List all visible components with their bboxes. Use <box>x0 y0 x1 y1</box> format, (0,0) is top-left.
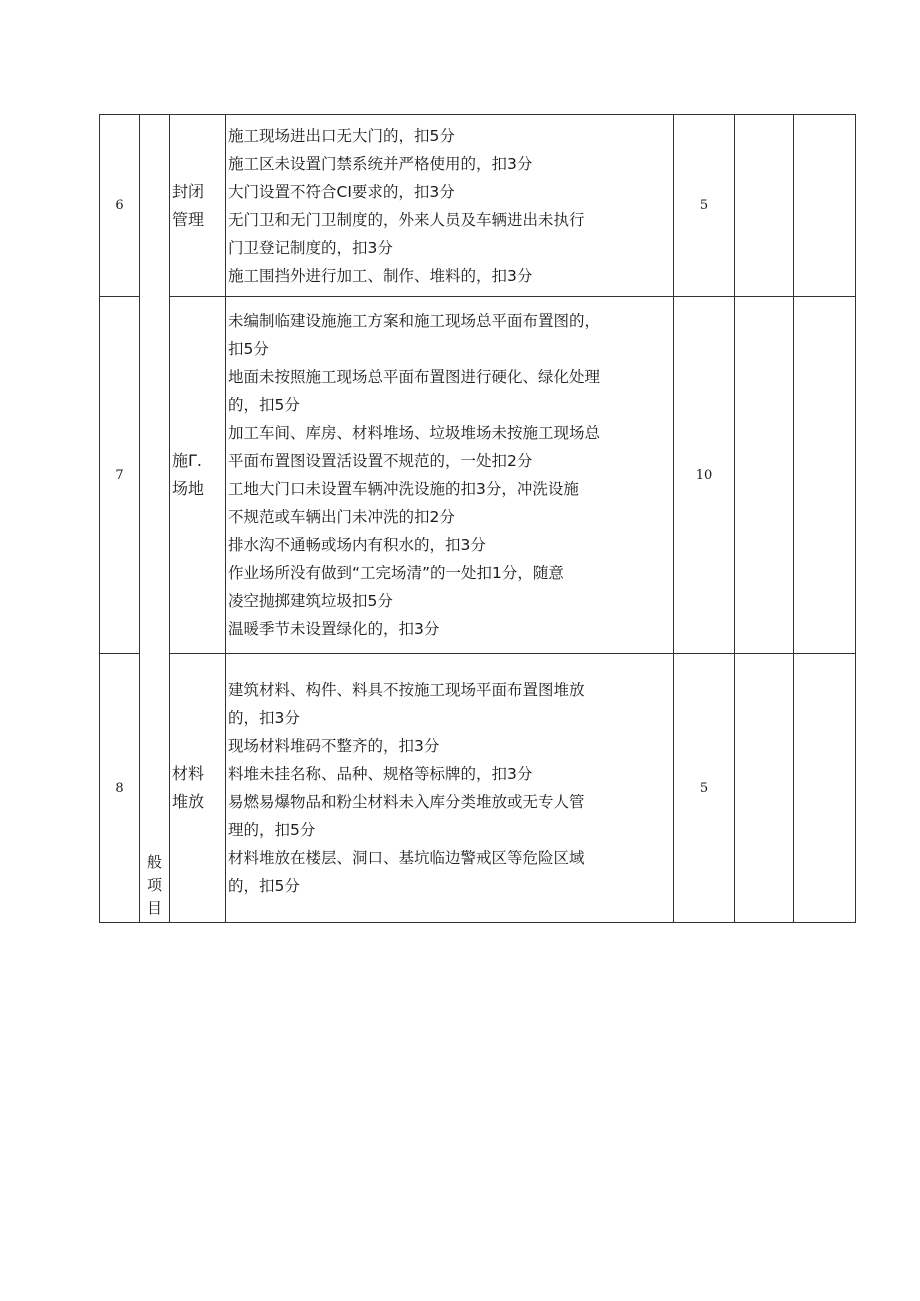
standard-line: 施工围挡外进行加工、制作、堆料的，扣3分 <box>228 266 533 285</box>
row-number: 6 <box>100 115 140 297</box>
category-char: 项 <box>146 876 162 894</box>
item-name-cell <box>170 654 226 923</box>
item-name-cell <box>170 115 226 297</box>
item-name-line: 封闭 <box>172 181 205 201</box>
standard-line: 扣5分 <box>228 340 269 358</box>
category-cell <box>140 115 170 923</box>
standard-line: 施工现场进出口无大门的，扣5分 <box>228 126 455 145</box>
standard-line: 理的，扣5分 <box>228 821 316 839</box>
blank-cell <box>735 115 794 297</box>
blank-cell <box>735 654 794 923</box>
standard-line: 排水沟不通畅或场内有积水的，扣3分 <box>228 536 486 554</box>
score-cell: 5 <box>674 654 735 923</box>
standard-cell <box>226 115 674 297</box>
category-char: 目 <box>146 899 162 917</box>
table-row-8 <box>100 654 856 923</box>
category-char: 般 <box>146 853 162 871</box>
item-name-line: 材料 <box>172 764 205 783</box>
standard-line: 不规范或车辆出门未冲洗的扣2分 <box>228 508 455 526</box>
item-name-line: 管理 <box>172 209 205 229</box>
blank-cell <box>794 654 856 923</box>
table-row-6 <box>100 115 856 297</box>
blank-cell <box>735 297 794 654</box>
standard-line: 无门卫和无门卫制度的，外来人员及车辆进出未执行 <box>228 210 585 229</box>
blank-cell <box>794 115 856 297</box>
standard-line: 材料堆放在楼层、洞口、基坑临边警戒区等危险区域 <box>228 849 585 867</box>
row-number: 8 <box>100 654 140 923</box>
inspection-table <box>99 114 856 923</box>
standard-line: 施工区未设置门禁系统并严格使用的，扣3分 <box>228 154 533 173</box>
blank-cell <box>794 297 856 654</box>
standard-line: 工地大门口未设置车辆冲洗设施的扣3分，冲洗设施 <box>228 480 579 498</box>
standard-line: 的，扣3分 <box>228 709 300 727</box>
table-row-7 <box>100 297 856 654</box>
standard-line: 建筑材料、构件、料具不按施工现场平面布置图堆放 <box>228 681 585 699</box>
standard-line: 加工车间、库房、材料堆场、垃圾堆场未按施工现场总 <box>228 424 601 442</box>
standard-line: 平面布置图设置活设置不规范的，一处扣2分 <box>228 452 533 470</box>
item-name-cell <box>170 297 226 654</box>
score-cell: 10 <box>674 297 735 654</box>
standard-line: 地面未按照施工现场总平面布置图进行硬化、绿化处理 <box>228 368 601 386</box>
score-cell: 5 <box>674 115 735 297</box>
item-name-line: 堆放 <box>172 792 205 811</box>
standard-line: 门卫登记制度的，扣3分 <box>228 238 393 257</box>
standard-line: 的，扣5分 <box>228 877 300 895</box>
standard-line: 作业场所没有做到“工完场清”的一处扣1分，随意 <box>228 564 564 582</box>
item-name-line: 场地 <box>172 479 205 498</box>
standard-line: 大门设置不符合CI要求的，扣3分 <box>228 182 455 201</box>
standard-line: 温暖季节未设置绿化的，扣3分 <box>228 620 440 638</box>
standard-line: 凌空抛掷建筑垃圾扣5分 <box>228 592 393 610</box>
standard-line: 料堆未挂名称、品种、规格等标牌的，扣3分 <box>228 765 533 783</box>
standard-line: 现场材料堆码不整齐的，扣3分 <box>228 737 440 755</box>
standard-line: 未编制临建设施施工方案和施工现场总平面布置图的， <box>228 312 601 330</box>
standard-cell <box>226 297 674 654</box>
row-number: 7 <box>100 297 140 654</box>
item-name-line: 施Γ. <box>172 451 203 470</box>
standard-cell <box>226 654 674 923</box>
standard-line: 的，扣5分 <box>228 396 300 414</box>
standard-line: 易燃易爆物品和粉尘材料未入库分类堆放或无专人管 <box>228 793 585 811</box>
